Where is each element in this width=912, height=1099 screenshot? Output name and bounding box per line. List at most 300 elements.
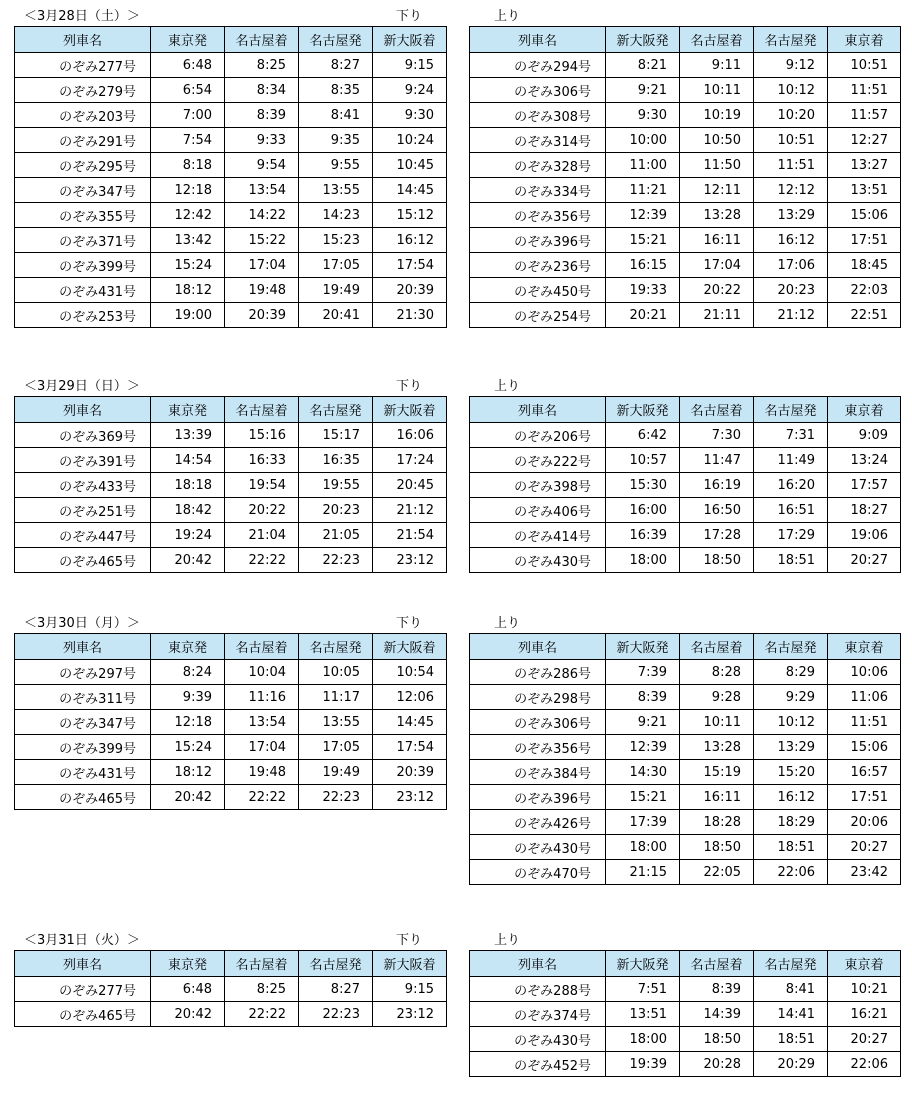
table-row xyxy=(470,78,901,103)
train-name-cell: のぞみ254号 xyxy=(470,303,606,328)
departure-time-cell: 18:18 xyxy=(151,473,225,498)
departure-time-cell: 9:39 xyxy=(151,685,225,710)
arrival-time-cell: 13:27 xyxy=(828,153,901,178)
table-row xyxy=(15,53,447,78)
table-row xyxy=(15,423,447,448)
nagoya-departure-cell: 20:41 xyxy=(299,303,373,328)
train-name-header: 列車名 xyxy=(15,27,151,53)
departure-time-cell: 19:39 xyxy=(606,1052,680,1077)
nagoya-arrival-cell: 8:25 xyxy=(225,53,299,78)
departure-time-cell: 8:18 xyxy=(151,153,225,178)
nagoya-departure-cell: 19:55 xyxy=(299,473,373,498)
train-name-cell: のぞみ306号 xyxy=(470,710,606,735)
table-row xyxy=(470,473,901,498)
nagoya-departure-cell: 15:23 xyxy=(299,228,373,253)
arrival-time-cell: 23:12 xyxy=(373,1002,447,1027)
train-name-cell: のぞみ251号 xyxy=(15,498,151,523)
nagoya-arrival-cell: 15:16 xyxy=(225,423,299,448)
arrival-time-cell: 18:45 xyxy=(828,253,901,278)
nagoya-departure-cell: 8:27 xyxy=(299,977,373,1002)
train-name-cell: のぞみ298号 xyxy=(470,685,606,710)
header-row xyxy=(470,397,901,423)
table-row xyxy=(470,253,901,278)
train-name-cell: のぞみ356号 xyxy=(470,203,606,228)
nagoya-arrival-cell: 12:11 xyxy=(680,178,754,203)
tokyo-dep-header: 東京発 xyxy=(151,397,225,423)
nagoya-departure-cell: 17:06 xyxy=(754,253,828,278)
train-name-header: 列車名 xyxy=(15,634,151,660)
train-name-cell: のぞみ222号 xyxy=(470,448,606,473)
arrival-time-cell: 15:06 xyxy=(828,203,901,228)
train-name-cell: のぞみ396号 xyxy=(470,785,606,810)
departure-time-cell: 6:42 xyxy=(606,423,680,448)
nagoya-departure-cell: 17:05 xyxy=(299,253,373,278)
nagoya-arrival-cell: 10:11 xyxy=(680,710,754,735)
nagoya-arrival-cell: 13:28 xyxy=(680,735,754,760)
nagoya-arrival-cell: 16:11 xyxy=(680,785,754,810)
departure-time-cell: 20:42 xyxy=(151,548,225,573)
nagoya-arrival-cell: 22:22 xyxy=(225,1002,299,1027)
train-name-cell: のぞみ430号 xyxy=(470,548,606,573)
nagoya-arrival-cell: 19:48 xyxy=(225,278,299,303)
table-row xyxy=(470,810,901,835)
table-row xyxy=(15,710,447,735)
tokyo-arr-header: 東京着 xyxy=(828,397,901,423)
nagoya-departure-cell: 16:12 xyxy=(754,228,828,253)
nagoya-departure-cell: 10:12 xyxy=(754,78,828,103)
arrival-time-cell: 16:57 xyxy=(828,760,901,785)
shinosaka-dep-header: 新大阪発 xyxy=(606,634,680,660)
nagoya-arrival-cell: 16:50 xyxy=(680,498,754,523)
nagoya-arrival-cell: 10:19 xyxy=(680,103,754,128)
arrival-time-cell: 22:51 xyxy=(828,303,901,328)
direction-label-down: 下り xyxy=(396,9,423,24)
nagoya-arrival-cell: 15:22 xyxy=(225,228,299,253)
train-name-cell: のぞみ433号 xyxy=(15,473,151,498)
departure-time-cell: 19:00 xyxy=(151,303,225,328)
nagoya-arrival-cell: 21:11 xyxy=(680,303,754,328)
table-row xyxy=(15,228,447,253)
down-timetable xyxy=(14,26,447,328)
table-row xyxy=(15,785,447,810)
table-row xyxy=(470,228,901,253)
departure-time-cell: 13:42 xyxy=(151,228,225,253)
table-row xyxy=(15,548,447,573)
shinosaka-arr-header: 新大阪着 xyxy=(373,27,447,53)
down-timetable xyxy=(14,633,447,810)
arrival-time-cell: 20:06 xyxy=(828,810,901,835)
train-name-cell: のぞみ384号 xyxy=(470,760,606,785)
train-name-cell: のぞみ470号 xyxy=(470,860,606,885)
nagoya-arrival-cell: 15:19 xyxy=(680,760,754,785)
nagoya-departure-cell: 12:12 xyxy=(754,178,828,203)
up-timetable xyxy=(469,950,901,1077)
train-name-cell: のぞみ430号 xyxy=(470,835,606,860)
train-name-cell: のぞみ286号 xyxy=(470,660,606,685)
nagoya-arrival-cell: 8:39 xyxy=(225,103,299,128)
nagoya-arrival-cell: 11:50 xyxy=(680,153,754,178)
train-name-header: 列車名 xyxy=(470,634,606,660)
nagoya-departure-cell: 19:49 xyxy=(299,278,373,303)
nagoya-departure-cell: 10:12 xyxy=(754,710,828,735)
table-row xyxy=(470,760,901,785)
nagoya-departure-cell: 22:23 xyxy=(299,1002,373,1027)
departure-time-cell: 6:54 xyxy=(151,78,225,103)
arrival-time-cell: 9:24 xyxy=(373,78,447,103)
table-row xyxy=(470,303,901,328)
arrival-time-cell: 20:27 xyxy=(828,835,901,860)
table-row xyxy=(15,103,447,128)
header-row xyxy=(470,951,901,977)
nagoya-departure-cell: 15:20 xyxy=(754,760,828,785)
table-row xyxy=(470,103,901,128)
train-name-header: 列車名 xyxy=(470,27,606,53)
departure-time-cell: 18:00 xyxy=(606,548,680,573)
table-row xyxy=(470,1027,901,1052)
nagoya-arr-header: 名古屋着 xyxy=(680,951,754,977)
train-name-cell: のぞみ334号 xyxy=(470,178,606,203)
table-row xyxy=(470,1052,901,1077)
departure-time-cell: 18:00 xyxy=(606,835,680,860)
arrival-time-cell: 20:27 xyxy=(828,1027,901,1052)
departure-time-cell: 15:30 xyxy=(606,473,680,498)
direction-label-down: 下り xyxy=(396,379,423,394)
nagoya-departure-cell: 21:12 xyxy=(754,303,828,328)
departure-time-cell: 20:42 xyxy=(151,785,225,810)
nagoya-arrival-cell: 9:54 xyxy=(225,153,299,178)
table-row xyxy=(470,128,901,153)
section-date: ＜3月29日（日）＞ xyxy=(24,379,140,394)
arrival-time-cell: 21:12 xyxy=(373,498,447,523)
departure-time-cell: 14:54 xyxy=(151,448,225,473)
direction-label-down: 下り xyxy=(396,933,423,948)
nagoya-departure-cell: 13:55 xyxy=(299,710,373,735)
train-name-cell: のぞみ371号 xyxy=(15,228,151,253)
nagoya-departure-cell: 8:41 xyxy=(754,977,828,1002)
nagoya-arrival-cell: 10:04 xyxy=(225,660,299,685)
table-row xyxy=(15,178,447,203)
train-name-cell: のぞみ347号 xyxy=(15,710,151,735)
nagoya-arrival-cell: 13:54 xyxy=(225,178,299,203)
table-row xyxy=(15,303,447,328)
departure-time-cell: 7:51 xyxy=(606,977,680,1002)
departure-time-cell: 9:21 xyxy=(606,78,680,103)
arrival-time-cell: 13:51 xyxy=(828,178,901,203)
nagoya-departure-cell: 9:29 xyxy=(754,685,828,710)
table-row xyxy=(470,53,901,78)
departure-time-cell: 7:54 xyxy=(151,128,225,153)
tokyo-dep-header: 東京発 xyxy=(151,634,225,660)
train-name-cell: のぞみ294号 xyxy=(470,53,606,78)
arrival-time-cell: 19:06 xyxy=(828,523,901,548)
train-name-cell: のぞみ465号 xyxy=(15,785,151,810)
header-row xyxy=(470,27,901,53)
departure-time-cell: 6:48 xyxy=(151,977,225,1002)
nagoya-arrival-cell: 16:33 xyxy=(225,448,299,473)
arrival-time-cell: 20:39 xyxy=(373,760,447,785)
nagoya-dep-header: 名古屋発 xyxy=(754,634,828,660)
nagoya-arrival-cell: 11:16 xyxy=(225,685,299,710)
table-row xyxy=(470,1002,901,1027)
nagoya-departure-cell: 20:23 xyxy=(299,498,373,523)
departure-time-cell: 16:39 xyxy=(606,523,680,548)
arrival-time-cell: 16:06 xyxy=(373,423,447,448)
table-row xyxy=(470,423,901,448)
nagoya-departure-cell: 18:51 xyxy=(754,548,828,573)
arrival-time-cell: 12:06 xyxy=(373,685,447,710)
header-row xyxy=(470,634,901,660)
nagoya-departure-cell: 22:23 xyxy=(299,548,373,573)
nagoya-departure-cell: 14:23 xyxy=(299,203,373,228)
nagoya-arrival-cell: 8:25 xyxy=(225,977,299,1002)
train-name-cell: のぞみ356号 xyxy=(470,735,606,760)
departure-time-cell: 18:00 xyxy=(606,1027,680,1052)
table-row xyxy=(15,523,447,548)
table-row xyxy=(15,1002,447,1027)
table-row xyxy=(470,523,901,548)
train-name-cell: のぞみ314号 xyxy=(470,128,606,153)
nagoya-departure-cell: 8:41 xyxy=(299,103,373,128)
arrival-time-cell: 14:45 xyxy=(373,178,447,203)
arrival-time-cell: 17:54 xyxy=(373,735,447,760)
arrival-time-cell: 13:24 xyxy=(828,448,901,473)
departure-time-cell: 19:24 xyxy=(151,523,225,548)
arrival-time-cell: 12:27 xyxy=(828,128,901,153)
nagoya-arrival-cell: 20:28 xyxy=(680,1052,754,1077)
nagoya-departure-cell: 18:29 xyxy=(754,810,828,835)
nagoya-arrival-cell: 11:47 xyxy=(680,448,754,473)
nagoya-departure-cell: 10:05 xyxy=(299,660,373,685)
train-name-cell: のぞみ311号 xyxy=(15,685,151,710)
nagoya-arrival-cell: 10:50 xyxy=(680,128,754,153)
table-row xyxy=(470,835,901,860)
nagoya-departure-cell: 21:05 xyxy=(299,523,373,548)
train-name-cell: のぞみ406号 xyxy=(470,498,606,523)
tokyo-dep-header: 東京発 xyxy=(151,951,225,977)
departure-time-cell: 12:18 xyxy=(151,710,225,735)
table-row xyxy=(15,278,447,303)
nagoya-departure-cell: 18:51 xyxy=(754,1027,828,1052)
table-row xyxy=(470,735,901,760)
departure-time-cell: 20:21 xyxy=(606,303,680,328)
train-name-cell: のぞみ430号 xyxy=(470,1027,606,1052)
table-row xyxy=(15,977,447,1002)
nagoya-arrival-cell: 9:11 xyxy=(680,53,754,78)
table-row xyxy=(470,685,901,710)
arrival-time-cell: 10:21 xyxy=(828,977,901,1002)
departure-time-cell: 10:00 xyxy=(606,128,680,153)
tokyo-arr-header: 東京着 xyxy=(828,951,901,977)
tokyo-arr-header: 東京着 xyxy=(828,27,901,53)
nagoya-arrival-cell: 19:54 xyxy=(225,473,299,498)
departure-time-cell: 16:00 xyxy=(606,498,680,523)
departure-time-cell: 12:42 xyxy=(151,203,225,228)
shinosaka-arr-header: 新大阪着 xyxy=(373,397,447,423)
arrival-time-cell: 23:12 xyxy=(373,785,447,810)
departure-time-cell: 8:21 xyxy=(606,53,680,78)
train-name-cell: のぞみ295号 xyxy=(15,153,151,178)
nagoya-arr-header: 名古屋着 xyxy=(680,397,754,423)
table-row xyxy=(15,448,447,473)
arrival-time-cell: 11:51 xyxy=(828,710,901,735)
nagoya-departure-cell: 8:35 xyxy=(299,78,373,103)
arrival-time-cell: 14:45 xyxy=(373,710,447,735)
up-timetable xyxy=(469,633,901,885)
table-row xyxy=(15,685,447,710)
train-name-cell: のぞみ399号 xyxy=(15,253,151,278)
train-name-cell: のぞみ203号 xyxy=(15,103,151,128)
nagoya-departure-cell: 9:55 xyxy=(299,153,373,178)
departure-time-cell: 9:21 xyxy=(606,710,680,735)
arrival-time-cell: 10:54 xyxy=(373,660,447,685)
table-row xyxy=(470,710,901,735)
arrival-time-cell: 11:06 xyxy=(828,685,901,710)
train-name-cell: のぞみ355号 xyxy=(15,203,151,228)
train-name-cell: のぞみ426号 xyxy=(470,810,606,835)
departure-time-cell: 19:33 xyxy=(606,278,680,303)
arrival-time-cell: 17:57 xyxy=(828,473,901,498)
table-row xyxy=(470,660,901,685)
arrival-time-cell: 11:57 xyxy=(828,103,901,128)
departure-time-cell: 15:24 xyxy=(151,735,225,760)
train-name-header: 列車名 xyxy=(15,397,151,423)
nagoya-departure-cell: 13:29 xyxy=(754,735,828,760)
nagoya-departure-cell: 22:06 xyxy=(754,860,828,885)
departure-time-cell: 11:21 xyxy=(606,178,680,203)
nagoya-arr-header: 名古屋着 xyxy=(680,27,754,53)
train-name-cell: のぞみ279号 xyxy=(15,78,151,103)
table-row xyxy=(15,128,447,153)
train-name-cell: のぞみ398号 xyxy=(470,473,606,498)
nagoya-dep-header: 名古屋発 xyxy=(754,27,828,53)
nagoya-departure-cell: 16:51 xyxy=(754,498,828,523)
train-name-cell: のぞみ328号 xyxy=(470,153,606,178)
departure-time-cell: 10:57 xyxy=(606,448,680,473)
nagoya-arrival-cell: 8:34 xyxy=(225,78,299,103)
nagoya-dep-header: 名古屋発 xyxy=(299,397,373,423)
nagoya-departure-cell: 14:41 xyxy=(754,1002,828,1027)
train-name-cell: のぞみ431号 xyxy=(15,278,151,303)
nagoya-departure-cell: 16:12 xyxy=(754,785,828,810)
nagoya-departure-cell: 10:51 xyxy=(754,128,828,153)
nagoya-departure-cell: 19:49 xyxy=(299,760,373,785)
arrival-time-cell: 10:06 xyxy=(828,660,901,685)
departure-time-cell: 8:24 xyxy=(151,660,225,685)
direction-label-up: 上り xyxy=(494,616,521,631)
train-name-header: 列車名 xyxy=(470,397,606,423)
up-timetable xyxy=(469,26,901,328)
nagoya-arr-header: 名古屋着 xyxy=(225,397,299,423)
nagoya-arrival-cell: 9:28 xyxy=(680,685,754,710)
nagoya-arrival-cell: 18:50 xyxy=(680,1027,754,1052)
train-name-cell: のぞみ288号 xyxy=(470,977,606,1002)
train-name-cell: のぞみ297号 xyxy=(15,660,151,685)
direction-label-down: 下り xyxy=(396,616,423,631)
nagoya-departure-cell: 22:23 xyxy=(299,785,373,810)
nagoya-departure-cell: 16:35 xyxy=(299,448,373,473)
header-row xyxy=(15,27,447,53)
arrival-time-cell: 16:21 xyxy=(828,1002,901,1027)
nagoya-arrival-cell: 17:28 xyxy=(680,523,754,548)
tokyo-arr-header: 東京着 xyxy=(828,634,901,660)
arrival-time-cell: 9:30 xyxy=(373,103,447,128)
nagoya-dep-header: 名古屋発 xyxy=(754,397,828,423)
nagoya-arrival-cell: 18:50 xyxy=(680,835,754,860)
departure-time-cell: 20:42 xyxy=(151,1002,225,1027)
arrival-time-cell: 10:51 xyxy=(828,53,901,78)
nagoya-arrival-cell: 17:04 xyxy=(680,253,754,278)
nagoya-arrival-cell: 22:22 xyxy=(225,785,299,810)
departure-time-cell: 7:39 xyxy=(606,660,680,685)
nagoya-departure-cell: 10:20 xyxy=(754,103,828,128)
departure-time-cell: 13:51 xyxy=(606,1002,680,1027)
nagoya-arrival-cell: 14:22 xyxy=(225,203,299,228)
nagoya-arrival-cell: 18:28 xyxy=(680,810,754,835)
train-name-cell: のぞみ308号 xyxy=(470,103,606,128)
train-name-cell: のぞみ399号 xyxy=(15,735,151,760)
train-name-cell: のぞみ465号 xyxy=(15,548,151,573)
nagoya-departure-cell: 7:31 xyxy=(754,423,828,448)
arrival-time-cell: 17:51 xyxy=(828,228,901,253)
table-row xyxy=(470,278,901,303)
table-row xyxy=(470,548,901,573)
train-name-cell: のぞみ447号 xyxy=(15,523,151,548)
direction-label-up: 上り xyxy=(494,379,521,394)
nagoya-departure-cell: 16:20 xyxy=(754,473,828,498)
nagoya-arrival-cell: 19:48 xyxy=(225,760,299,785)
arrival-time-cell: 22:03 xyxy=(828,278,901,303)
train-name-header: 列車名 xyxy=(470,951,606,977)
nagoya-arr-header: 名古屋着 xyxy=(225,634,299,660)
header-row xyxy=(15,397,447,423)
departure-time-cell: 18:12 xyxy=(151,760,225,785)
nagoya-arr-header: 名古屋着 xyxy=(225,27,299,53)
arrival-time-cell: 20:39 xyxy=(373,278,447,303)
train-name-cell: のぞみ369号 xyxy=(15,423,151,448)
up-timetable xyxy=(469,396,901,573)
train-name-cell: のぞみ277号 xyxy=(15,977,151,1002)
arrival-time-cell: 17:51 xyxy=(828,785,901,810)
nagoya-arrival-cell: 13:54 xyxy=(225,710,299,735)
table-row xyxy=(15,153,447,178)
departure-time-cell: 13:39 xyxy=(151,423,225,448)
arrival-time-cell: 20:27 xyxy=(828,548,901,573)
arrival-time-cell: 10:45 xyxy=(373,153,447,178)
departure-time-cell: 15:21 xyxy=(606,228,680,253)
train-name-cell: のぞみ277号 xyxy=(15,53,151,78)
train-name-cell: のぞみ306号 xyxy=(470,78,606,103)
departure-time-cell: 21:15 xyxy=(606,860,680,885)
table-row xyxy=(15,203,447,228)
down-timetable xyxy=(14,396,447,573)
departure-time-cell: 12:39 xyxy=(606,203,680,228)
train-name-cell: のぞみ465号 xyxy=(15,1002,151,1027)
direction-label-up: 上り xyxy=(494,9,521,24)
arrival-time-cell: 21:54 xyxy=(373,523,447,548)
nagoya-arrival-cell: 20:39 xyxy=(225,303,299,328)
nagoya-departure-cell: 20:29 xyxy=(754,1052,828,1077)
arrival-time-cell: 23:12 xyxy=(373,548,447,573)
departure-time-cell: 8:39 xyxy=(606,685,680,710)
train-name-cell: のぞみ396号 xyxy=(470,228,606,253)
train-name-cell: のぞみ452号 xyxy=(470,1052,606,1077)
nagoya-arrival-cell: 17:04 xyxy=(225,735,299,760)
arrival-time-cell: 11:51 xyxy=(828,78,901,103)
nagoya-arrival-cell: 10:11 xyxy=(680,78,754,103)
departure-time-cell: 15:21 xyxy=(606,785,680,810)
section-date: ＜3月31日（火）＞ xyxy=(24,933,140,948)
table-row xyxy=(470,860,901,885)
